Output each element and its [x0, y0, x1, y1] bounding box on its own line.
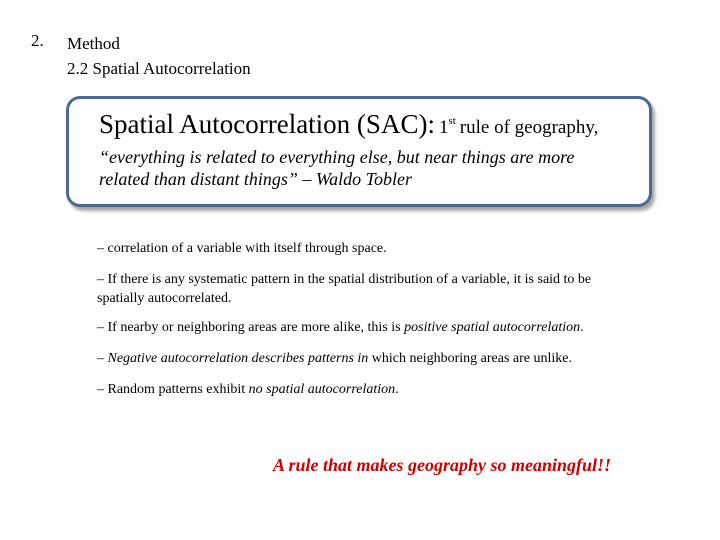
point-emphasis: positive spatial autocorrelation [404, 320, 581, 335]
subsection-title: 2.2 Spatial Autocorrelation [67, 59, 251, 78]
quote-line-2: related than distant things” – Waldo Tobler [99, 169, 413, 189]
point-text-suffix: . [395, 382, 399, 397]
point-item [97, 380, 617, 399]
point-text-suffix: which neighboring areas are unlike. [368, 351, 572, 366]
point-emphasis: no spatial autocorrelation [248, 382, 396, 397]
ordinal-number: 1 [438, 117, 449, 138]
point-text-prefix: – If nearby or neighboring areas are more alike, this is [97, 320, 405, 335]
point-text-prefix: – Random patterns exhibit [97, 382, 249, 397]
callout-title-main: Spatial Autocorrelation (SAC): [99, 109, 435, 139]
point-item [97, 239, 617, 258]
quote-line-1: “everything is related to everything else, but near things are more [99, 147, 575, 167]
definition-callout-box [66, 96, 652, 207]
point-text-prefix: – [97, 351, 108, 366]
point-text: – correlation of a variable with itself through space. [97, 241, 387, 256]
section-title: Method [67, 34, 120, 53]
callout-title [99, 109, 598, 140]
section-heading [67, 31, 251, 81]
slogan-text: A rule that makes geography so meaningful!! [273, 455, 612, 475]
definition-points-list [97, 239, 617, 411]
section-number: 2. [31, 31, 44, 50]
point-emphasis: Negative autocorrelation describes patterns in [107, 351, 369, 366]
ordinal-suffix: st [448, 115, 456, 127]
point-item [97, 318, 617, 337]
tobler-quote [99, 146, 644, 190]
callout-title-rest: rule of geography, [459, 117, 599, 138]
point-item [97, 270, 617, 308]
callout-title-ordinal [439, 117, 456, 138]
point-item [97, 349, 617, 368]
point-text: – If there is any systematic pattern in the spatial distribution of a variable, it is said to be spatially autocorrelated. [97, 272, 592, 306]
point-text-suffix: . [580, 320, 584, 335]
